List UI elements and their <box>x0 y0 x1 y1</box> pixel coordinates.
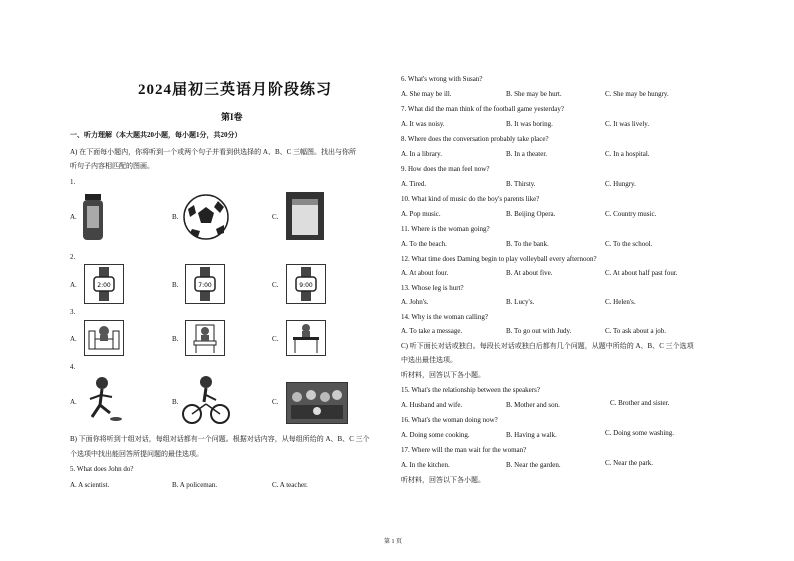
option-c: C. At about half past four. <box>605 269 678 277</box>
section-c-prompt: 听材料，回答以下各小题。 <box>401 371 485 379</box>
question-number: 1. <box>70 178 76 186</box>
question-text: 17. Where will the man wait for the woman? <box>401 446 527 454</box>
option-a: A. Husband and wife. <box>401 401 463 409</box>
option-a: A. Pop music. <box>401 210 441 218</box>
option-letter: C. <box>272 398 279 406</box>
thermos-bottle-icon <box>80 192 106 242</box>
question-text: 14. Why is the woman calling? <box>401 313 488 321</box>
running-boy-icon <box>82 375 124 425</box>
question-number: 3. <box>70 308 76 316</box>
watch-icon <box>185 264 225 304</box>
option-letter: B. <box>172 398 179 406</box>
question-text: 8. Where does the conversation probably take place? <box>401 135 549 143</box>
option-c: C. To ask about a job. <box>605 327 667 335</box>
option-c: C. Hungry. <box>605 180 636 188</box>
option-a: A. Tired. <box>401 180 427 188</box>
option-b: B. She may be hurt. <box>506 90 562 98</box>
cycling-boy-icon <box>182 374 230 426</box>
option-b: B. To the bank. <box>506 240 549 248</box>
volume-label: 第I卷 <box>221 112 243 122</box>
option-letter: A. <box>70 398 77 406</box>
table-bear-icon <box>286 320 326 356</box>
option-b: B. A policeman. <box>172 481 218 489</box>
option-a: A. A scientist. <box>70 481 110 489</box>
option-a: A. Doing some cooking. <box>401 431 470 439</box>
option-b: B. To go out with Judy. <box>506 327 572 335</box>
crowd-scene-icon <box>286 382 348 424</box>
chair-bear-icon <box>185 320 225 356</box>
svg-text:9:00: 9:00 <box>299 282 313 289</box>
option-b: B. Mother and son. <box>506 401 560 409</box>
watch-icon <box>286 264 326 304</box>
option-b: B. Having a walk. <box>506 431 557 439</box>
section-b-line1: B) 下面你将听到十组对话，每组对话都有一个问题。根据对话内容，从每组所给的 A、B、C 三个 <box>70 435 370 443</box>
option-a: A. John's. <box>401 298 429 306</box>
option-letter: A. <box>70 281 77 289</box>
option-letter: C. <box>272 213 279 221</box>
question-text: 6. What's wrong with Susan? <box>401 75 483 83</box>
option-letter: B. <box>172 281 179 289</box>
option-c: C. In a hospital. <box>605 150 650 158</box>
option-letter: C. <box>272 281 279 289</box>
option-letter: B. <box>172 213 179 221</box>
option-b: B. It was boring. <box>506 120 553 128</box>
section-a-line1: A) 在下面每小题内，你将听到一个或两个句子并看到供选择的 A、B、C 三幅图。找出与你所 <box>70 148 357 156</box>
option-b: B. Near the garden. <box>506 461 561 469</box>
question-text: 5. What does John do? <box>70 465 134 473</box>
question-text: 10. What kind of music do the boy's parents like? <box>401 195 540 203</box>
option-c: C. Country music. <box>605 210 657 218</box>
option-a: A. To take a message. <box>401 327 463 335</box>
option-b: B. At about five. <box>506 269 553 277</box>
option-c: C. Helen's. <box>605 298 636 306</box>
option-c: C. Brother and sister. <box>610 399 670 407</box>
option-c: C. It was lively. <box>605 120 650 128</box>
option-c: C. She may be hungry. <box>605 90 669 98</box>
option-letter: A. <box>70 213 77 221</box>
sofa-bear-icon <box>84 320 124 356</box>
option-b: B. Thirsty. <box>506 180 536 188</box>
section-b-line2: 个选项中找出能回答所提问题的最佳选项。 <box>70 450 203 458</box>
option-c: C. Doing some washing. <box>605 429 675 437</box>
question-number: 2. <box>70 253 76 261</box>
question-text: 9. How does the man feel now? <box>401 165 490 173</box>
option-letter: A. <box>70 335 77 343</box>
option-b: B. Beijing Opera. <box>506 210 556 218</box>
option-a: A. At about four. <box>401 269 449 277</box>
watch-icon <box>84 264 124 304</box>
section-c-line1: C) 听下面长对话或独白。每段长对话或独白后都有几个问题，从题中所给的 A、B、C 三个选项 <box>401 342 694 350</box>
question-number: 4. <box>70 363 76 371</box>
question-text: 16. What's the woman doing now? <box>401 416 498 424</box>
option-letter: B. <box>172 335 179 343</box>
option-a: A. To the beach. <box>401 240 447 248</box>
option-c: C. A teacher. <box>272 481 308 489</box>
option-c: C. Near the park. <box>605 459 654 467</box>
soccer-ball-icon <box>182 193 230 241</box>
option-b: B. Lucy's. <box>506 298 535 306</box>
part1-heading: 一、听力理解（本大题共20小题，每小题1分，共20分） <box>70 131 242 139</box>
picture-frame-icon <box>285 191 325 241</box>
svg-text:7:00: 7:00 <box>198 282 212 289</box>
question-text: 15. What's the relationship between the speakers? <box>401 386 540 394</box>
option-a: A. In the kitchen. <box>401 461 450 469</box>
question-text: 11. Where is the woman going? <box>401 225 490 233</box>
svg-text:2:00: 2:00 <box>97 282 111 289</box>
option-letter: C. <box>272 335 279 343</box>
section-a-line2: 听句子内容相匹配的图画。 <box>70 162 154 170</box>
option-a: A. In a library. <box>401 150 442 158</box>
option-a: A. She may be ill. <box>401 90 452 98</box>
question-text: 7. What did the man think of the football game yesterday? <box>401 105 564 113</box>
page-number: 第 1 页 <box>384 539 403 545</box>
option-c: C. To the school. <box>605 240 653 248</box>
section-c-line2: 中选出最佳选项。 <box>401 356 457 364</box>
question-text: 12. What time does Daming begin to play volleyball every afternoon? <box>401 255 597 263</box>
option-b: B. In a theater. <box>506 150 548 158</box>
question-text: 13. Whose leg is hurt? <box>401 284 464 292</box>
option-a: A. It was noisy. <box>401 120 445 128</box>
page-title: 2024届初三英语月阶段练习 <box>138 82 333 98</box>
section-c-prompt-2: 听材料，回答以下各小题。 <box>401 476 485 484</box>
